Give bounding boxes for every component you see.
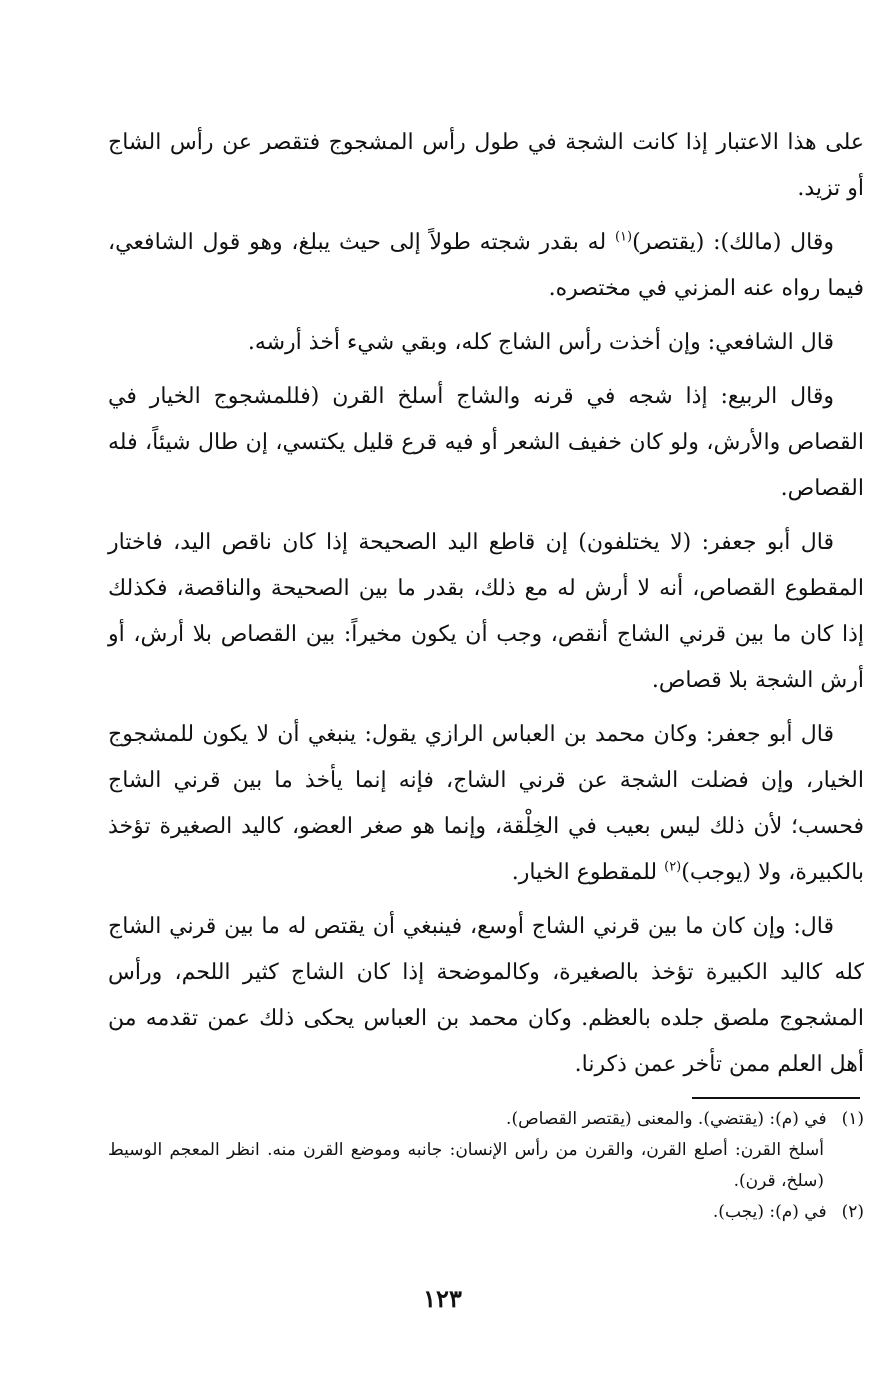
footnote-1-number: (١) bbox=[841, 1109, 864, 1129]
paragraph-2 bbox=[108, 220, 864, 312]
footnote-1-continuation: أسلخ القرن: أصلع القرن، والقرن من رأس الإنسان: جانبه وموضع القرن منه. انظر المعجم الوسيط (سلخ، قرن). bbox=[108, 1140, 824, 1191]
paragraph-7-text: قال: وإن كان ما بين قرني الشاج أوسع، فينبغي أن يقتص له ما بين قرني الشاج كله كاليد الكبيرة تؤخذ بالصغيرة، وكالموضحة إذا كان الشاج كثير اللحم، ورأس المشجوج ملصق جلده بالعظم. وكان محمد بن العباس يحكى ذلك عمن تقدمه من أهل العلم ممن تأخر عمن ذكرنا. bbox=[108, 914, 864, 1077]
paragraph-3-text: قال الشافعي: وإن أخذت رأس الشاج كله، وبقي شيء أخذ أرشه. bbox=[247, 330, 834, 355]
footnote-2-number: (٢) bbox=[841, 1202, 864, 1222]
footnote-divider bbox=[692, 1097, 860, 1099]
paragraph-3 bbox=[108, 320, 864, 366]
paragraph-2-text-before: وقال (مالك): (يقتصر) bbox=[632, 230, 834, 255]
footnote-2 bbox=[108, 1197, 864, 1228]
footnote-ref-1: (١) bbox=[614, 229, 633, 245]
footnote-2-text: في (م): (يجب). bbox=[712, 1202, 827, 1222]
paragraph-5-text: قال أبو جعفر: (لا يختلفون) إن قاطع اليد الصحيحة إذا كان ناقص اليد، فاختار المقطوع القصاص، أنه لا أرش له مع ذلك، بقدر ما بين الصحيحة والناقصة، فكذلك إذا كان ما بين قرني الشاج أنقص، وجب أن يكون مخيراً: بين القصاص بلا أرش، أو أرش الشجة بلا قصاص. bbox=[108, 530, 864, 693]
paragraph-6-text-after: للمقطوع الخيار. bbox=[511, 860, 665, 885]
paragraph-1-text: على هذا الاعتبار إذا كانت الشجة في طول رأس المشجوج فتقصر عن رأس الشاج أو تزيد. bbox=[108, 130, 864, 201]
paragraph-6-text-before: قال أبو جعفر: وكان محمد بن العباس الرازي يقول: ينبغي أن لا يكون للمشجوج الخيار، وإن فضلت الشجة عن قرني الشاج، فإنه إنما يأخذ ما بين قرني الشاج فحسب؛ لأن ذلك ليس بعيب في الخِلْقة، وإنما هو صغر العضو، كاليد الصغيرة تؤخذ بالكبيرة، ولا (يوجب) bbox=[108, 722, 864, 885]
page-number: ١٢٣ bbox=[423, 1284, 462, 1313]
paragraph-4 bbox=[108, 374, 864, 512]
paragraph-6 bbox=[108, 712, 864, 896]
footnote-ref-2: (٢) bbox=[664, 859, 682, 875]
paragraph-5 bbox=[108, 520, 864, 704]
paragraph-7 bbox=[108, 904, 864, 1088]
footnotes bbox=[108, 1104, 864, 1228]
paragraph-1 bbox=[108, 120, 864, 212]
footnote-1 bbox=[108, 1104, 864, 1135]
paragraph-2-text-after: له بقدر شجته طولاً إلى حيث يبلغ، وهو قول الشافعي، فيما رواه عنه المزني في مختصره. bbox=[108, 230, 864, 301]
paragraph-4-text: وقال الربيع: إذا شجه في قرنه والشاج أسلخ القرن (فللمشجوج الخيار في القصاص والأرش، ولو كان خفيف الشعر أو فيه قرع قليل يكتسي، إن طال شيئاً، فله القصاص. bbox=[108, 384, 864, 501]
footnote-1-text: في (م): (يقتضي). والمعنى (يقتصر القصاص). bbox=[506, 1109, 827, 1129]
main-text bbox=[108, 120, 864, 1096]
